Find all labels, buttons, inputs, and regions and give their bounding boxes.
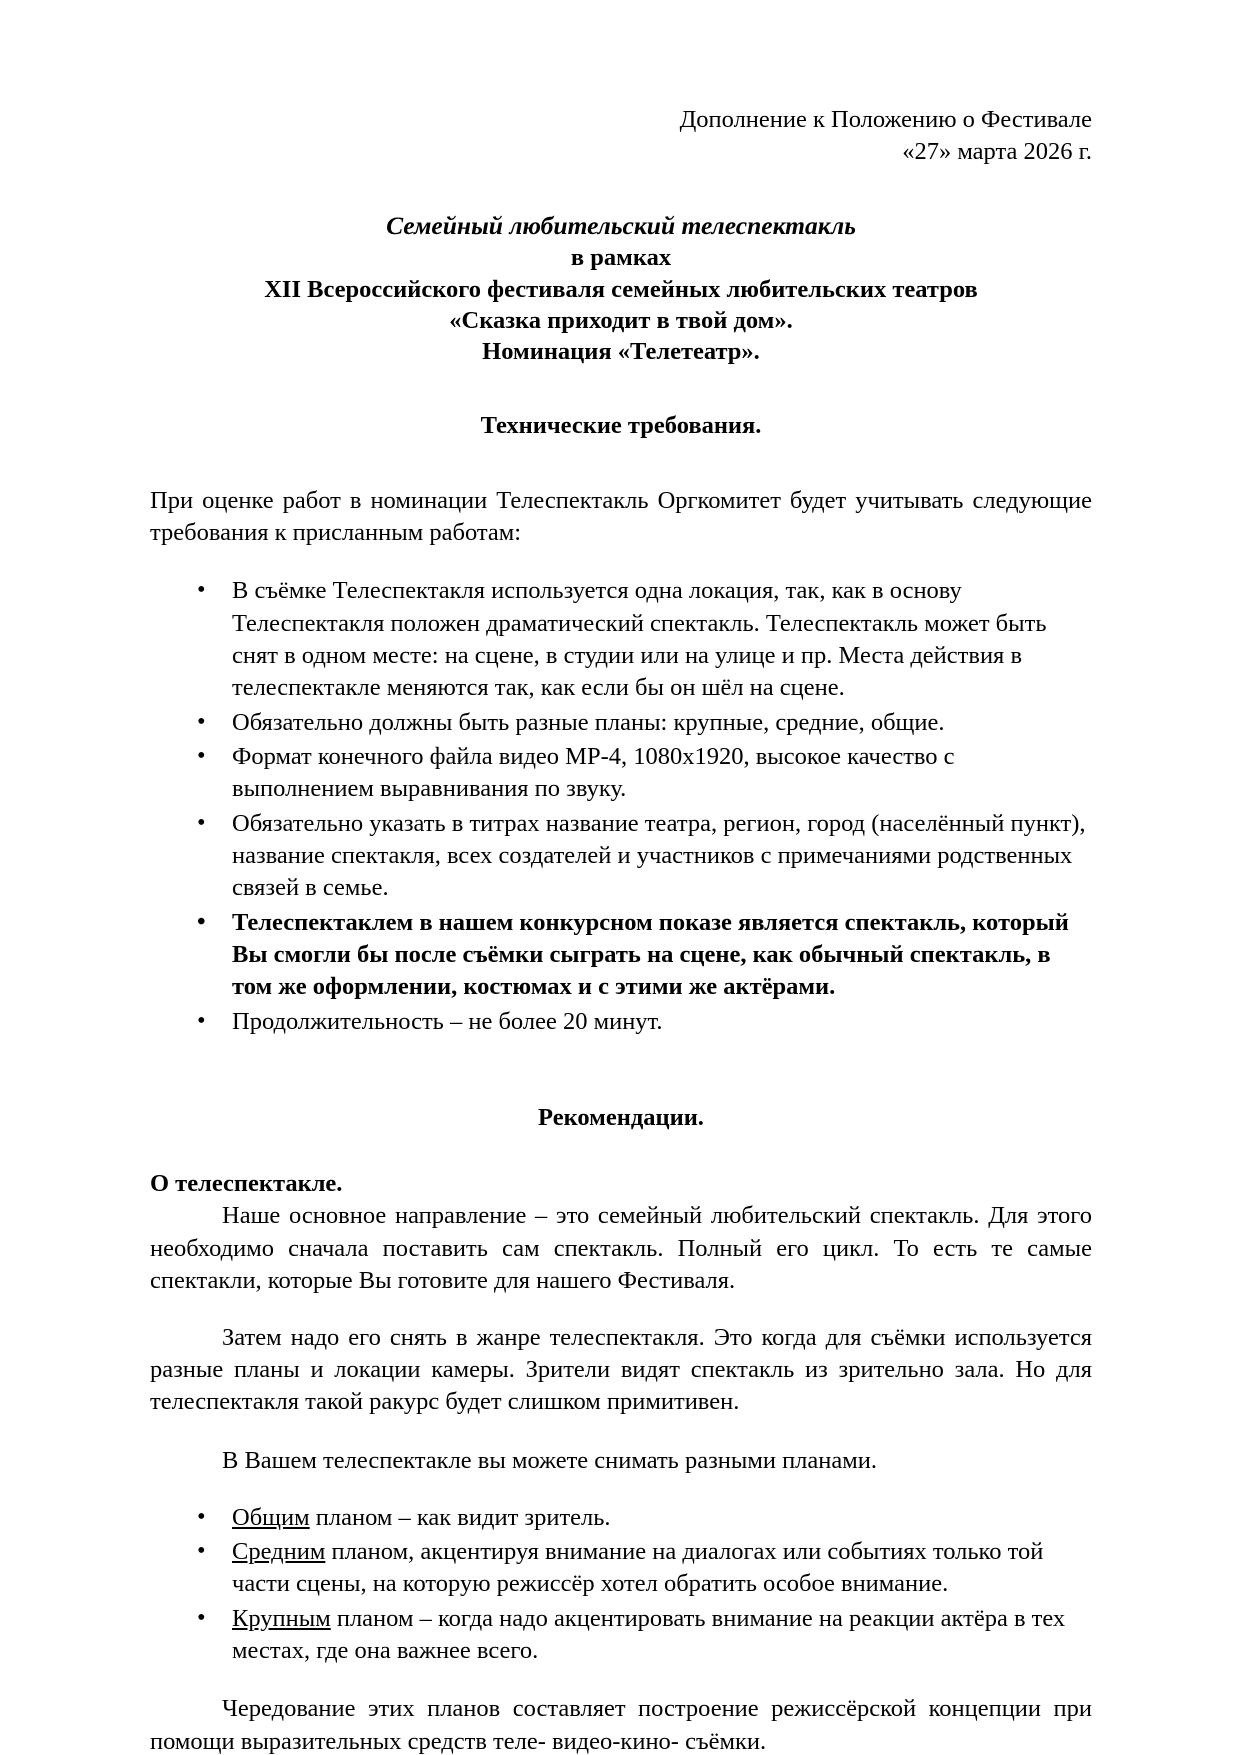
list-item [150,1502,1092,1534]
list-item [150,1603,1092,1668]
list-item: • Продолжительность – не более 20 минут. [150,1006,1092,1038]
title-line-framework: в рамках [570,244,672,272]
recommendations-heading: Рекомендации. [538,1104,704,1131]
document-header [150,104,1092,168]
plan-term-close: Крупным [232,1604,331,1632]
list-item: • В съёмке Телеспектакля используется одна локация, так, как в основу Телеспектакля положен драматический спектакль. Телеспектакль может быть снят в одном месте: на сцене, в студии или на улице и пр. Места действия в телеспектакле меняются так, как если бы он шёл на сцене. [150,575,1092,704]
header-line-addendum: Дополнение к Положению о Фестивале [679,106,1092,133]
about-teleplay-subheading: О телеспектакле. [150,1170,343,1197]
document-title: Семейный любительский телеспектакль [386,210,856,240]
list-item: • Обязательно указать в титрах название театра, регион, город (населённый пункт), название спектакля, всех создателей и участников с примечаниями родственных связей в семье. [150,808,1092,905]
header-line-date: «27» марта 2026 г. [902,137,1092,165]
list-item [150,1536,1092,1601]
plan-description: планом – когда надо акцентировать внимание на реакции актёра в тех местах, где она важнее всего. [232,1604,1066,1664]
title-line-festival-name: «Сказка приходит в твой дом». [449,307,793,335]
tech-intro-paragraph: При оценке работ в номинации Телеспектакль Оргкомитет будет учитывать следующие требования к присланным работам: [150,486,1092,547]
tech-requirements-list [150,575,1092,1038]
plan-term-medium: Средним [232,1537,326,1565]
recommendations-paragraph-3: В Вашем телеспектакле вы можете снимать разными планами. [222,1446,878,1474]
title-line-festival: XII Всероссийского фестиваля семейных любительских театров [264,275,978,303]
recommendations-paragraph-2: Затем надо его снять в жанре телеспектакля. Это когда для съёмки используется разные планы и локации камеры. Зрители видят спектакль из зрительно зала. Но для телеспектакля такой ракурс будет слишком примитивен. [150,1323,1092,1416]
plan-description: планом, акцентируя внимание на диалогах или событиях только той части сцены, на которую режиссёр хотел обратить особое внимание. [232,1537,1044,1598]
recommendations-paragraph-4: Чередование этих планов составляет построение режиссёрской концепции при помощи выразительных средств теле- видео-кино- съёмки. [150,1695,1092,1755]
title-line-nomination: Номинация «Телетеатр». [482,338,760,366]
shot-plans-list [150,1502,1092,1668]
plan-description: планом – как видит зритель. [309,1503,611,1531]
title-block [150,210,1092,368]
plan-term-general: Общим [232,1503,310,1531]
recommendations-paragraph-1: Наше основное направление – это семейный любительский спектакль. Для этого необходимо сначала поставить сам спектакль. Полный его цикл. То есть те самые спектакли, которые Вы готовите для нашего Фестиваля. [150,1202,1092,1294]
list-item: • Формат конечного файла видео МР-4, 1080х1920, высокое качество с выполнением выравнивания по звуку. [150,741,1092,806]
list-item: • Телеспектаклем в нашем конкурсном показе является спектакль, который Вы смогли бы после съёмки сыграть на сцене, как обычный спектакль, в том же оформлении, костюмах и с этими же актёрами. [150,907,1092,1004]
tech-requirements-heading: Технические требования. [480,411,762,439]
list-item: • Обязательно должны быть разные планы: крупные, средние, общие. [150,707,1092,739]
